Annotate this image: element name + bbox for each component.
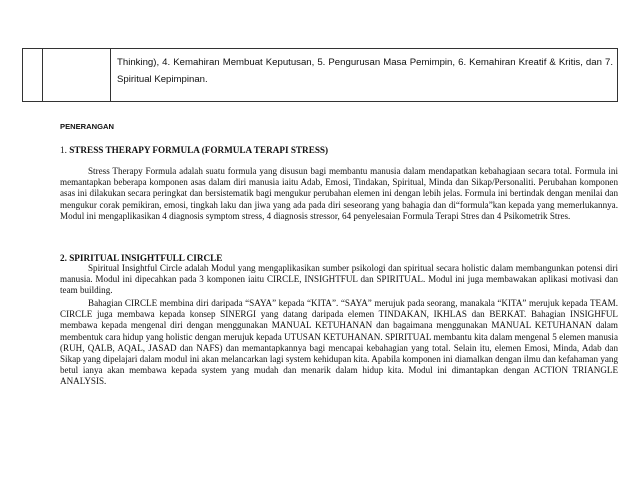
section-2-title-text: SPIRITUAL INSIGHTFULL CIRCLE (69, 253, 223, 263)
section-1-number: 1. (60, 145, 67, 155)
section-2-number: 2. (60, 253, 67, 263)
table-cell-label (43, 49, 111, 101)
table-cell-content: Thinking), 4. Kemahiran Membuat Keputusan, 5. Pengurusan Masa Pemimpin, 6. Kemahiran Kreatif & Kritis, dan 7. Spiritual Kepimpinan. (117, 57, 613, 85)
section-2-paragraph-2: Bahagian CIRCLE membina diri daripada “SAYA” kepada “KITA”. “SAYA” merujuk pada seorang, manakala “KITA” merujuk kepada TEAM. CIRCLE juga membawa kepada konsep SINERGI yang datang daripada elemen TINDAKAN, IKHLAS dan BERKAT. Bahagian INSIGHFUL membawa kepada mengenal diri dengan menggunakan MANUAL KETUHANAN dan bagaimana menggunakan MANUAL KETUHANAN dalam membentuk cara hidup yang holistic dengan merujuk kepada UTUSAN KETUHANAN. SPIRITUAL membantu kita dalam mengenal 5 elemen manusia (RUH, QALB, AQAL, JASAD dan NAFS) dan memantapkannya bagi mencapai kebahagian yang total. Selain itu, elemen Emosi, Minda, Adab dan Sikap yang dipelajari dalam modul ini akan melancarkan lagi system kehidupan kita. Apabila komponen ini diamalkan dengan ilmu dan kefahaman yang betul ianya akan membawa kepada system yang mudah dan menarik dalam hidup kita. Modul ini dimantapkan dengan ACTION TRIANGLE ANALYSIS. (60, 298, 618, 387)
section-1-title-text: STRESS THERAPY FORMULA (FORMULA TERAPI STRESS) (69, 145, 329, 155)
section-1-title (60, 145, 328, 156)
section-2-paragraph-1: Spiritual Insightful Circle adalah Modul yang mengaplikasikan sumber psikologi dan spiritual secara holistic dalam membangunkan potensi diri manusia. Modul ini dipecahkan pada 3 komponen iaitu CIRCLE, INSIGHTFUL dan SPIRITUAL. Modul ini juga membawakan aplikasi motivasi dan team building. (60, 263, 618, 296)
section-1-paragraph-1: Stress Therapy Formula adalah suatu formula yang disusun bagi membantu manusia dalam mendapatkan kebahagiaan secara total. Formula ini memantapkan beberapa komponen asas dalam diri manusia iaitu Adab, Emosi, Tindakan, Spiritual, Minda dan Sikap/Personaliti. Perubahan komponen asas ini dilakukan secara peringkat dan bersistematik bagi mengukur perubahan elemen ini dengan lebih jelas. Formula ini bertindak dengan menilai dan mengukur corak pemikiran, emosi, tingkah laku dan jiwa yang ada pada diri seseorang yang bahagia dan di“formula”kan kepada yang memerlukannya. Modul ini mengaplikasikan 4 diagnosis symptom stress, 4 diagnosis stressor, 64 penyelesaian Formula Terapi Stres dan 4 Psikometrik Stres. (60, 166, 618, 221)
continuation-table-row (22, 48, 618, 102)
section-heading-penerangan: PENERANGAN (60, 122, 115, 131)
table-cell-number (23, 49, 43, 101)
